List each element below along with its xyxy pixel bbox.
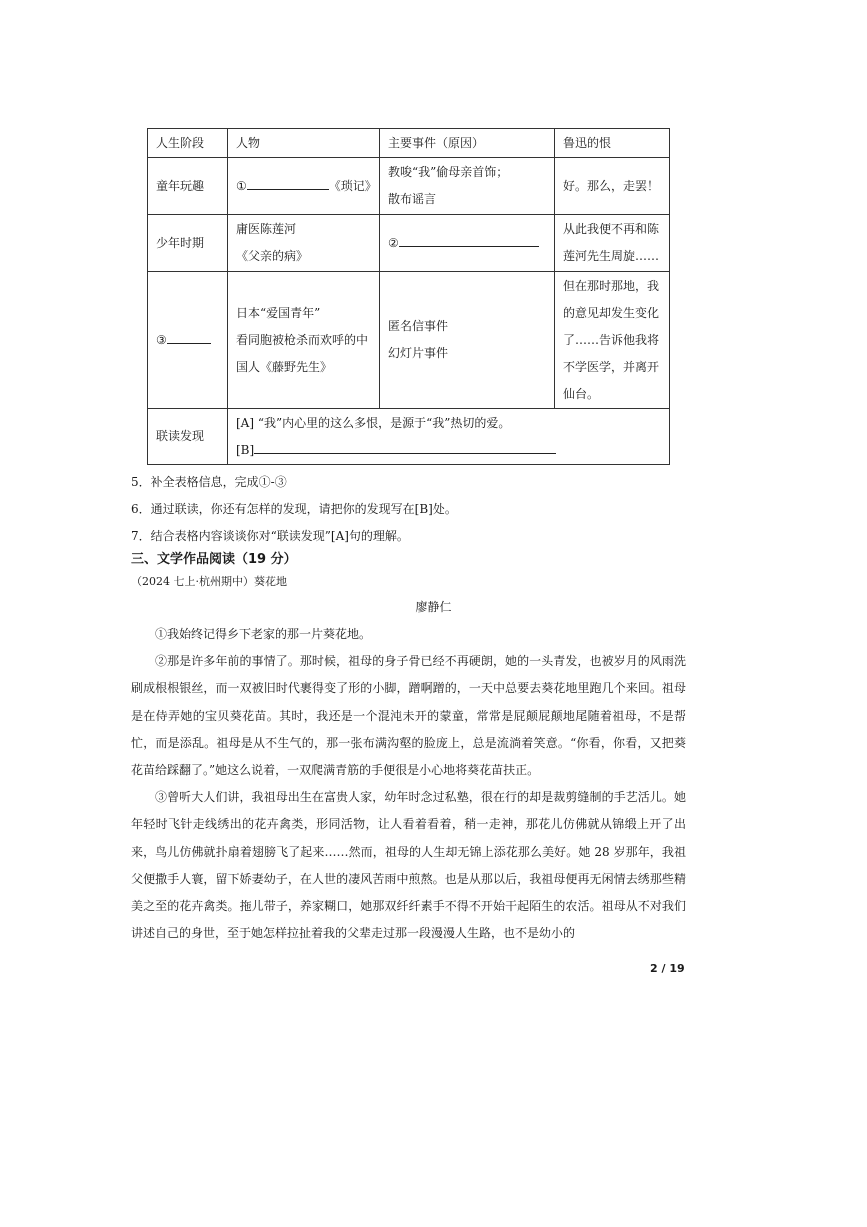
passage-source: （2024 七上·杭州期中）葵花地 <box>131 575 287 588</box>
person-line: 日本“爱国青年” <box>236 305 321 320</box>
table-header-row <box>148 129 670 158</box>
events-cell <box>380 272 555 409</box>
stage-cell: 童年玩趣 <box>148 158 228 215</box>
blank-marker-2: ② <box>388 235 399 250</box>
hatred-line: 的意见却发生变化 <box>563 305 660 320</box>
answer-blank-3[interactable] <box>167 329 211 344</box>
paragraph-3: ③曾听大人们讲，我祖母出生在富贵人家，幼年时念过私塾，很在行的却是裁剪缝制的手艺活儿。她年轻时飞针走线绣出的花卉禽类，形同活物，让人看着看着，稍一走神，那花儿仿佛就从锦缎上开了出来，鸟儿仿佛就扑扇着翅膀飞了起来……然而，祖母的人生却无锦上添花那么美好。她 28 岁那年，我祖父便撒手人寰，留下娇妻幼子，在人世的凄风苦雨中煎熬。也是从那以后，我祖母便再无闲情去绣那些精美之至的花卉禽类。拖儿带子，养家糊口，她那双纤纤素手不得不开始干起陌生的农活。祖母从不对我们讲述自己的身世，至于她怎样拉扯着我的父辈走过那一段漫漫人生路，也不是幼小的 <box>131 790 686 941</box>
question-7: 7．结合表格内容谈谈你对“联读发现”[A]句的理解。 <box>131 529 409 543</box>
discovery-a: [A] “我”内心里的这么多恨，是源于“我”热切的爱。 <box>236 415 511 430</box>
hatred-line: 从此我便不再和陈 <box>563 222 660 236</box>
event-line: 幻灯片事件 <box>388 346 449 360</box>
person-cell <box>228 215 380 272</box>
person-line: 庸医陈莲河 <box>236 222 297 236</box>
header-events: 主要事件（原因） <box>380 129 555 158</box>
section-title: 三、文学作品阅读（19 分） <box>131 552 297 567</box>
header-hatred: 鲁迅的恨 <box>555 129 670 158</box>
table-row-japan <box>148 272 670 409</box>
hatred-line: 但在那时那地，我 <box>563 278 660 293</box>
table-row-discovery <box>148 409 670 465</box>
event-line: 教唆“我”偷母亲首饰； <box>388 165 509 179</box>
table-row-childhood <box>148 158 670 215</box>
answer-blank-b[interactable] <box>254 439 556 454</box>
question-5: 5．补全表格信息，完成①-③ <box>131 475 287 489</box>
hatred-line: 仙台。 <box>563 386 600 401</box>
person-cell <box>228 272 380 409</box>
answer-blank-1[interactable] <box>247 175 329 190</box>
discovery-cell <box>228 409 670 465</box>
paragraph-2: ②那是许多年前的事情了。那时候，祖母的身子骨已经不再硬朗，她的一头青发，也被岁月的风雨洗刷成根根银丝，而一双被旧时代裹得变了形的小脚，蹭啊蹭的，一天中总要去葵花地里跑几个来回。祖母是在侍弄她的宝贝葵花苗。其时，我还是一个混沌未开的蒙童，常常是屁颠屁颠地尾随着祖母，不是帮忙，而是添乱。祖母是从不生气的，那一张布满沟壑的脸庞上，总是流淌着笑意。“你看，你看，又把葵花苗给踩翻了。”她这么说着，一双爬满青筋的手便很是小心地将葵花苗扶正。 <box>131 654 686 778</box>
blank-marker-1: ① <box>236 178 247 193</box>
person-cell <box>228 158 380 215</box>
event-line: 散布谣言 <box>388 192 437 206</box>
reading-comparison-table <box>147 128 670 465</box>
stage-cell <box>148 272 228 409</box>
hatred-cell: 好。那么，走罢！ <box>555 158 670 215</box>
hatred-cell <box>555 272 670 409</box>
event-line: 匿名信事件 <box>388 319 449 333</box>
blank-marker-3: ③ <box>156 332 167 347</box>
table-row-youth <box>148 215 670 272</box>
hatred-line: 了……告诉他我将 <box>563 332 660 347</box>
events-cell <box>380 215 555 272</box>
paragraph-1: ①我始终记得乡下老家的那一片葵花地。 <box>155 627 372 641</box>
hatred-line: 不学医学，并离开 <box>563 359 660 374</box>
person-line: 看同胞被枪杀而欢呼的中 <box>236 332 369 347</box>
person-line: 国人《藤野先生》 <box>236 359 333 374</box>
hatred-line: 莲河先生周旋…… <box>563 249 660 263</box>
answer-blank-2[interactable] <box>399 232 539 247</box>
events-cell <box>380 158 555 215</box>
person-work-title: 《琐记》 <box>328 178 377 193</box>
header-stage: 人生阶段 <box>148 129 228 158</box>
passage-author: 廖静仁 <box>415 600 452 614</box>
discovery-b-label: [B] <box>236 442 255 457</box>
person-line: 《父亲的病》 <box>236 249 309 263</box>
hatred-cell <box>555 215 670 272</box>
page-number: 2 / 19 <box>650 962 685 975</box>
discovery-b-line <box>236 437 661 464</box>
stage-cell: 少年时期 <box>148 215 228 272</box>
header-person: 人物 <box>228 129 380 158</box>
question-6: 6．通过联读，你还有怎样的发现，请把你的发现写在[B]处。 <box>131 502 457 516</box>
discovery-label: 联读发现 <box>148 409 228 465</box>
